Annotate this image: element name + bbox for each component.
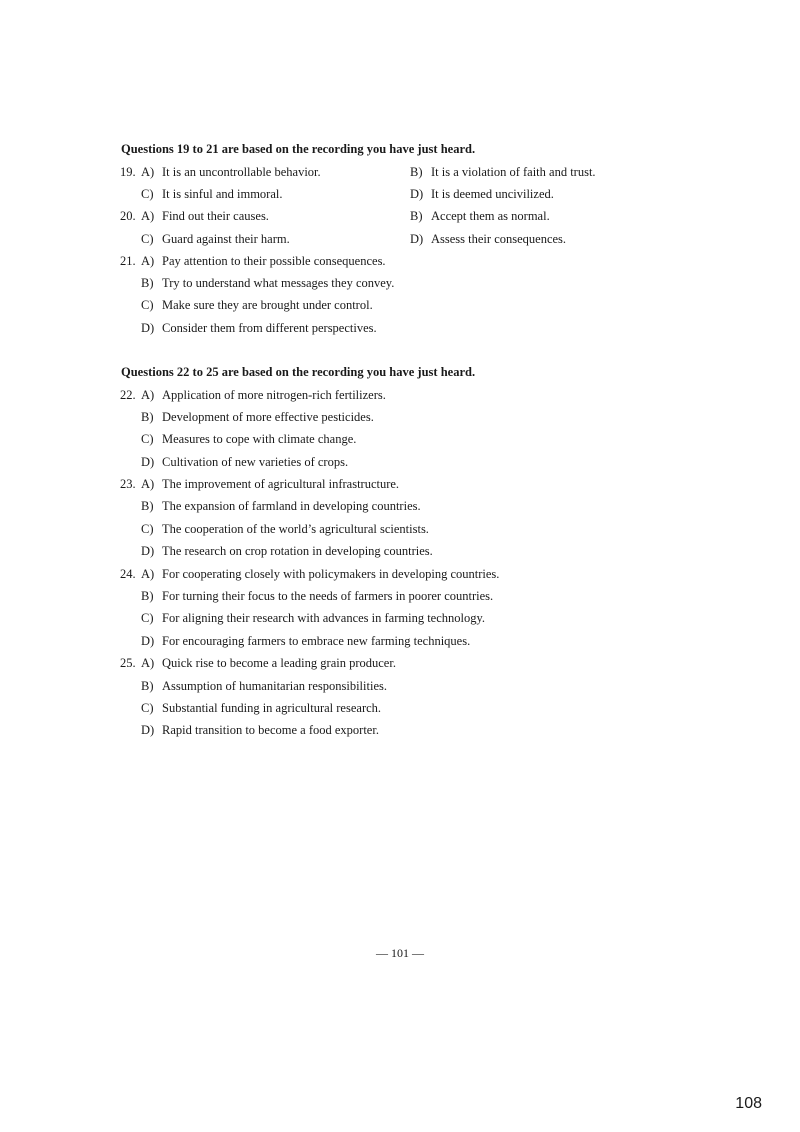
option-a[interactable]: A) Find out their causes. (141, 209, 269, 223)
question-number: 20. (120, 209, 136, 223)
option-a[interactable]: A) Application of more nitrogen-rich fertilizers. (141, 388, 386, 402)
option-b[interactable]: B) For turning their focus to the needs of farmers in poorer countries. (141, 589, 494, 603)
option-c[interactable]: C) It is sinful and immoral. (141, 187, 283, 201)
option-b[interactable]: B) Development of more effective pesticides. (141, 410, 374, 424)
question-number: 21. (120, 254, 136, 268)
question-number: 23. (120, 477, 136, 491)
question-number: 25. (120, 656, 136, 670)
option-d[interactable]: D) Rapid transition to become a food exporter. (141, 723, 379, 737)
option-c[interactable]: C) Guard against their harm. (141, 232, 290, 246)
option-b[interactable]: B) Try to understand what messages they convey. (141, 276, 395, 290)
option-b[interactable]: B) The expansion of farmland in developing countries. (141, 499, 421, 513)
option-a[interactable]: A) The improvement of agricultural infrastructure. (141, 477, 400, 491)
question-number: 22. (120, 388, 136, 402)
option-d[interactable]: D) The research on crop rotation in developing countries. (141, 544, 433, 558)
option-d[interactable]: D) Consider them from different perspectives. (141, 321, 377, 335)
option-d[interactable]: D) Assess their consequences. (410, 232, 567, 246)
option-d[interactable]: D) For encouraging farmers to embrace new farming techniques. (141, 634, 471, 648)
option-b[interactable]: B) It is a violation of faith and trust. (410, 165, 596, 179)
option-c[interactable]: C) Make sure they are brought under control. (141, 298, 373, 312)
option-a[interactable]: A) For cooperating closely with policymakers in developing countries. (141, 567, 500, 581)
option-a[interactable]: A) Quick rise to become a leading grain producer. (141, 656, 396, 670)
option-b[interactable]: B) Assumption of humanitarian responsibilities. (141, 679, 387, 693)
option-c[interactable]: C) The cooperation of the world’s agricultural scientists. (141, 522, 429, 536)
option-c[interactable]: C) For aligning their research with advances in farming technology. (141, 611, 486, 625)
option-c[interactable]: C) Substantial funding in agricultural research. (141, 701, 382, 715)
option-a[interactable]: A) Pay attention to their possible consequences. (141, 254, 386, 268)
option-c[interactable]: C) Measures to cope with climate change. (141, 432, 357, 446)
page-corner-number: 108 (735, 1095, 762, 1112)
question-number: 19. (120, 165, 136, 179)
option-b[interactable]: B) Accept them as normal. (410, 209, 550, 223)
question-number: 24. (120, 567, 136, 581)
section-heading: Questions 22 to 25 are based on the recording you have just heard. (121, 365, 476, 379)
section-heading: Questions 19 to 21 are based on the recording you have just heard. (121, 142, 476, 156)
option-d[interactable]: D) It is deemed uncivilized. (410, 187, 554, 201)
option-d[interactable]: D) Cultivation of new varieties of crops. (141, 455, 349, 469)
page-number-footer: — 101 — (376, 946, 424, 960)
option-a[interactable]: A) It is an uncontrollable behavior. (141, 165, 321, 179)
